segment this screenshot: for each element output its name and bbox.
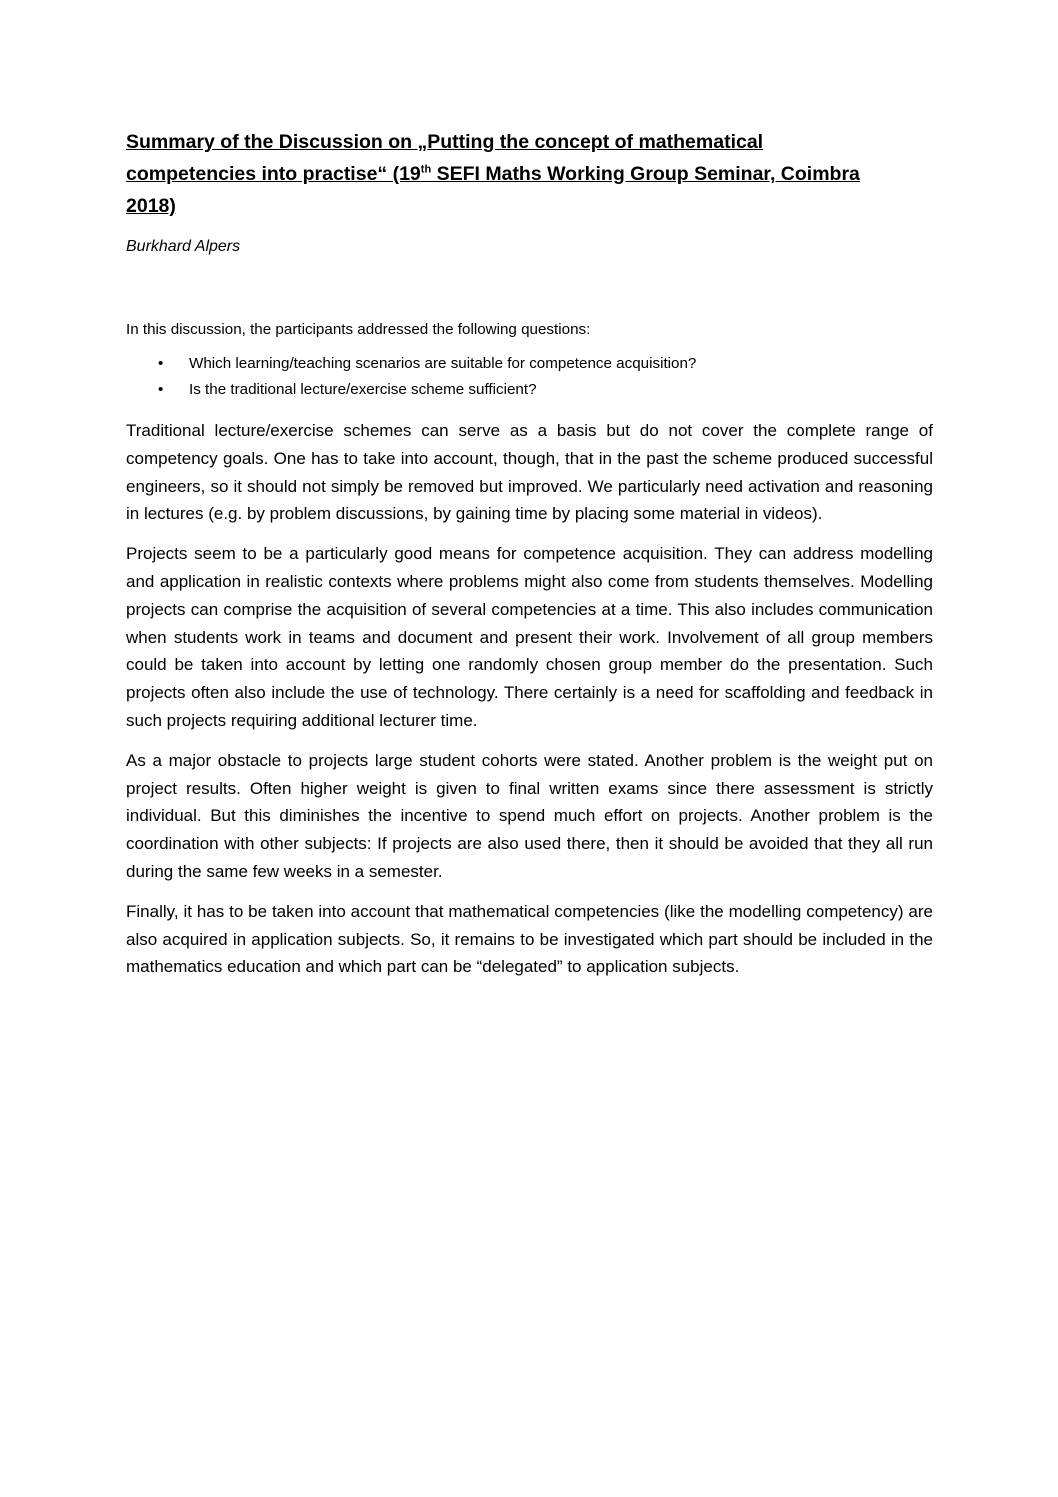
author-name: Burkhard Alpers xyxy=(126,238,241,255)
title-part-2: SEFI Maths Working Group Seminar, Coimbra 2018) xyxy=(126,163,860,217)
document-title xyxy=(126,126,886,222)
paragraph-conclusion: Finally, it has to be taken into account that mathematical competencies (like the modelling competency) are also acquired in application subjects. So, it remains to be investigated which part should be included in the mathematics education and which part can be “delegated” to application subjects. xyxy=(126,901,933,977)
list-item xyxy=(126,351,933,377)
paragraph-obstacles: As a major obstacle to projects large student cohorts were stated. Another problem is the weight put on project results. Often higher weight is given to final written exams since there assessment is strictly individual. But this diminishes the incentive to spend much effort on projects. Another problem is the coordination with other subjects: If projects are also used there, then it should be avoided that they all run during the same few weeks in a semester. xyxy=(126,750,933,881)
paragraph-projects: Projects seem to be a particularly good means for competence acquisition. They can address modelling and application in realistic contexts where problems might also come from students themselves. Modelling projects can comprise the acquisition of several competencies at a time. This also includes communication when students work in teams and document and present their work. Involvement of all group members could be taken into account by letting one randomly chosen group member do the presentation. Such projects often also include the use of technology. There certainly is a need for scaffolding and feedback in such projects requiring additional lecturer time. xyxy=(126,544,933,730)
question-list xyxy=(126,351,933,403)
bullet-icon: • xyxy=(158,355,164,372)
bullet-icon: • xyxy=(158,381,164,398)
intro-text: In this discussion, the participants addressed the following questions: xyxy=(126,321,591,338)
document-page xyxy=(126,126,933,981)
title-superscript: th xyxy=(420,163,432,176)
title-part-1: Summary of the Discussion on „Putting the concept of mathematical competencies into practise“ (19 xyxy=(126,131,764,185)
question-text: Which learning/teaching scenarios are suitable for competence acquisition? xyxy=(189,355,697,372)
paragraph-lecture-schemes: Traditional lecture/exercise schemes can serve as a basis but do not cover the complete range of competency goals. One has to take into account, though, that in the past the scheme produced successful engineers, so it should not simply be removed but improved. We particularly need activation and reasoning in lectures (e.g. by problem discussions, by gaining time by placing some material in videos). xyxy=(126,421,933,524)
list-item xyxy=(126,377,933,403)
question-text: Is the traditional lecture/exercise scheme sufficient? xyxy=(189,381,537,398)
